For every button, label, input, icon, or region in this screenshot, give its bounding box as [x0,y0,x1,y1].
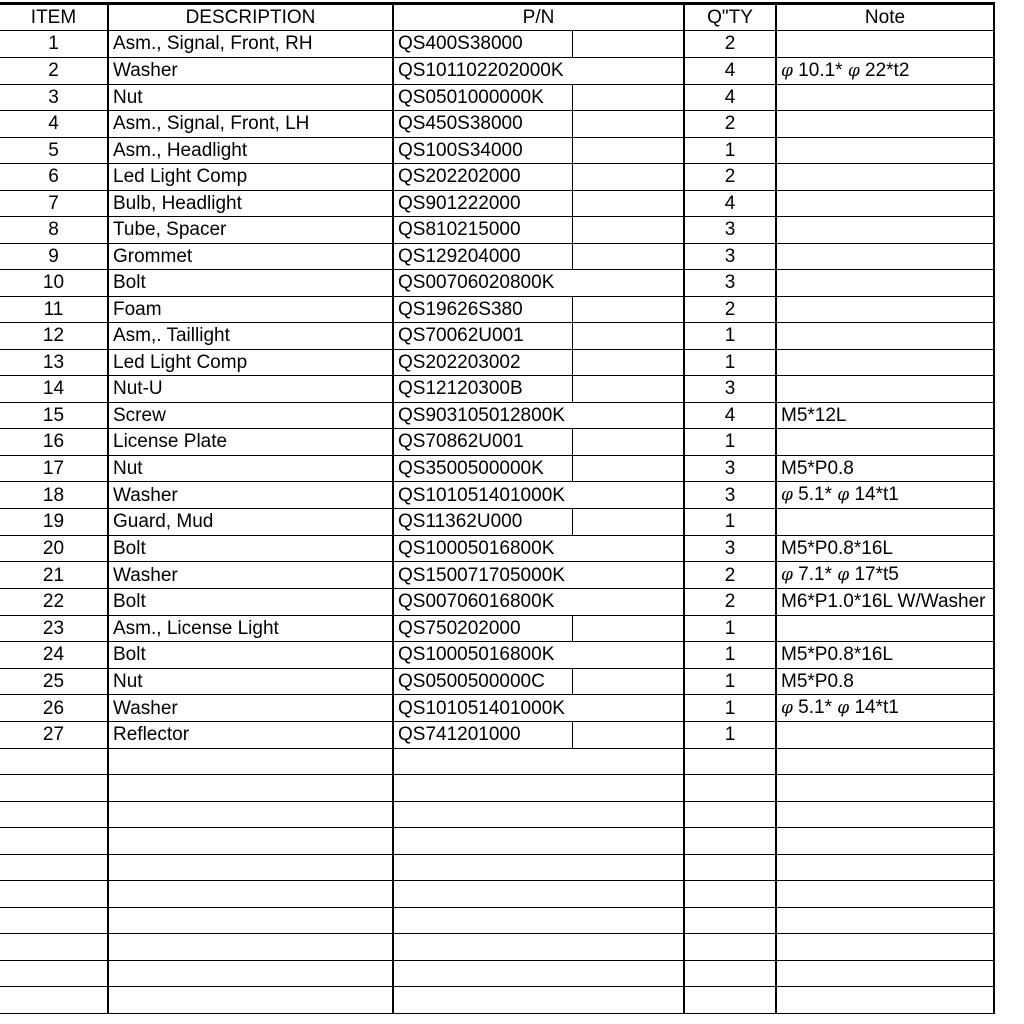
table-row [0,323,994,350]
note-text: φ 5.1* φ 14*t1 [781,697,899,718]
pn-divider-line [572,217,573,243]
part-number-text: QS202203002 [398,351,521,373]
cell-pn [393,589,684,616]
cell-pn [393,164,684,191]
empty-cell [776,828,994,855]
table-row [0,482,994,509]
cell-note [776,535,994,562]
pn-divider-line [572,164,573,190]
cell-pn [393,217,684,244]
empty-cell [108,907,393,934]
cell-pn [393,349,684,376]
empty-cell [393,987,684,1014]
cell-note [776,455,994,482]
column-header-qty: Q"TY [684,4,776,31]
note-text: φ 10.1* φ 22*t2 [781,59,910,81]
cell-item: 11 [0,296,108,323]
pn-divider-line [572,509,573,535]
empty-cell [776,907,994,934]
pn-divider-line [572,85,573,111]
pn-divider-line [572,31,573,57]
part-number-text: QS101051401000K [398,697,565,719]
empty-table-row [0,854,994,881]
cell-description: Washer [108,562,393,589]
part-number-text: QS10005016800K [398,644,555,666]
cell-pn [393,535,684,562]
cell-item: 20 [0,535,108,562]
part-number-text: QS0501000000K [398,86,544,108]
cell-qty: 4 [684,57,776,84]
part-number-text: QS750202000 [398,617,521,639]
part-number-text: QS100S34000 [398,139,523,161]
cell-pn [393,31,684,58]
note-text: M6*P1.0*16L W/Washer [781,591,986,613]
cell-item: 25 [0,668,108,695]
cell-qty: 3 [684,535,776,562]
table-row [0,615,994,642]
pn-divider-line [572,616,573,642]
cell-qty: 1 [684,509,776,536]
cell-pn [393,509,684,536]
empty-cell [108,801,393,828]
empty-cell [0,828,108,855]
cell-item: 7 [0,190,108,217]
cell-qty: 3 [684,217,776,244]
empty-cell [393,881,684,908]
empty-cell [684,854,776,881]
cell-pn [393,137,684,164]
part-number-text: QS101102202000K [398,60,564,81]
pn-divider-line [572,456,573,482]
cell-item: 19 [0,509,108,536]
pn-divider-line [572,297,573,323]
cell-qty: 2 [684,589,776,616]
cell-qty: 1 [684,429,776,456]
cell-qty: 4 [684,402,776,429]
empty-table-row [0,775,994,802]
cell-note [776,57,994,84]
cell-qty: 1 [684,695,776,722]
cell-description: Asm,. Taillight [108,323,393,350]
table-row [0,402,994,429]
cell-description: Guard, Mud [108,509,393,536]
cell-description: Asm., Signal, Front, RH [108,31,393,58]
cell-item: 23 [0,615,108,642]
cell-note [776,31,994,58]
cell-qty: 1 [684,137,776,164]
pn-divider-line [572,244,573,270]
cell-item: 8 [0,217,108,244]
empty-cell [776,775,994,802]
cell-item: 13 [0,349,108,376]
table-row [0,31,994,58]
cell-item: 14 [0,376,108,403]
cell-qty: 1 [684,349,776,376]
cell-pn [393,615,684,642]
cell-pn [393,722,684,749]
cell-description: License Plate [108,429,393,456]
cell-pn [393,455,684,482]
cell-item: 22 [0,589,108,616]
table-row [0,217,994,244]
cell-qty: 3 [684,376,776,403]
cell-description: Washer [108,695,393,722]
empty-cell [0,987,108,1014]
cell-pn [393,562,684,589]
cell-note [776,243,994,270]
empty-cell [393,934,684,961]
header-row [0,4,994,31]
cell-pn [393,668,684,695]
cell-qty: 4 [684,190,776,217]
cell-note [776,190,994,217]
cell-description: Asm., Headlight [108,137,393,164]
cell-item: 16 [0,429,108,456]
cell-item: 17 [0,455,108,482]
cell-pn [393,270,684,297]
cell-description: Bolt [108,642,393,669]
empty-cell [776,987,994,1014]
empty-cell [393,960,684,987]
empty-table-row [0,828,994,855]
cell-qty: 2 [684,562,776,589]
cell-description: Foam [108,296,393,323]
part-number-text: QS400S38000 [398,33,523,55]
empty-cell [684,748,776,775]
part-number-text: QS450S38000 [398,113,523,135]
part-number-text: QS810215000 [398,219,521,241]
part-number-text: QS0500500000C [398,670,545,692]
cell-qty: 1 [684,722,776,749]
cell-note [776,376,994,403]
part-number-text: QS903105012800K [398,404,565,426]
column-header-item: ITEM [0,4,108,31]
empty-cell [393,828,684,855]
empty-cell [108,775,393,802]
empty-cell [684,775,776,802]
empty-cell [0,960,108,987]
table-row [0,349,994,376]
cell-description: Asm., License Light [108,615,393,642]
parts-list-table [0,2,995,1014]
part-number-text: QS202202000 [398,166,521,188]
part-number-text: QS150071705000K [398,564,565,586]
table-row [0,243,994,270]
cell-note [776,296,994,323]
cell-note [776,217,994,244]
empty-cell [393,775,684,802]
cell-description: Nut-U [108,376,393,403]
cell-description: Bolt [108,535,393,562]
cell-pn [393,84,684,111]
column-header-pn: P/N [393,4,684,31]
cell-pn [393,482,684,509]
pn-divider-line [572,350,573,376]
cell-pn [393,402,684,429]
empty-cell [108,960,393,987]
table-row [0,57,994,84]
cell-description: Nut [108,455,393,482]
empty-cell [0,934,108,961]
empty-table-row [0,960,994,987]
empty-cell [684,801,776,828]
cell-description: Bulb, Headlight [108,190,393,217]
empty-cell [776,934,994,961]
note-text: M5*P0.8 [781,457,854,479]
cell-note [776,615,994,642]
cell-pn [393,296,684,323]
cell-qty: 2 [684,296,776,323]
note-text: φ 7.1* φ 17*t5 [781,564,899,585]
cell-qty: 2 [684,31,776,58]
empty-table-row [0,907,994,934]
part-number-text: QS00706016800K [398,591,555,613]
table-row [0,695,994,722]
cell-pn [393,190,684,217]
cell-qty: 1 [684,323,776,350]
note-text: φ 5.1* φ 14*t1 [781,484,899,505]
empty-cell [0,775,108,802]
empty-cell [684,881,776,908]
part-number-text: QS70862U001 [398,431,524,453]
cell-item: 6 [0,164,108,191]
cell-description: Grommet [108,243,393,270]
note-text: M5*P0.8*16L [781,644,893,666]
cell-item: 15 [0,402,108,429]
cell-description: Nut [108,84,393,111]
table-row [0,164,994,191]
empty-table-row [0,801,994,828]
empty-cell [776,960,994,987]
cell-item: 3 [0,84,108,111]
table-row [0,589,994,616]
table-row [0,668,994,695]
empty-cell [776,854,994,881]
empty-cell [0,801,108,828]
empty-cell [776,748,994,775]
cell-note [776,668,994,695]
cell-item: 27 [0,722,108,749]
empty-cell [776,881,994,908]
cell-item: 9 [0,243,108,270]
table-row [0,376,994,403]
cell-pn [393,57,684,84]
cell-description: Bolt [108,589,393,616]
cell-description: Led Light Comp [108,349,393,376]
empty-cell [108,881,393,908]
cell-item: 24 [0,642,108,669]
cell-qty: 3 [684,455,776,482]
table-row [0,296,994,323]
cell-note [776,722,994,749]
pn-divider-line [572,191,573,217]
cell-note [776,562,994,589]
table-row [0,562,994,589]
pn-divider-line [572,669,573,695]
cell-item: 12 [0,323,108,350]
empty-cell [776,801,994,828]
part-number-text: QS70062U001 [398,325,524,347]
table-body [0,31,994,1014]
empty-cell [684,907,776,934]
cell-note [776,509,994,536]
empty-cell [0,907,108,934]
cell-qty: 3 [684,243,776,270]
cell-qty: 1 [684,642,776,669]
cell-note [776,642,994,669]
note-text: M5*12L [781,404,847,426]
cell-note [776,402,994,429]
part-number-text: QS101051401000K [398,484,565,506]
pn-divider-line [572,722,573,748]
table-row [0,535,994,562]
cell-item: 4 [0,111,108,138]
cell-pn [393,642,684,669]
cell-item: 26 [0,695,108,722]
table-row [0,455,994,482]
empty-cell [393,854,684,881]
empty-cell [393,801,684,828]
table-row [0,190,994,217]
empty-table-row [0,934,994,961]
cell-item: 2 [0,57,108,84]
cell-description: Tube, Spacer [108,217,393,244]
empty-cell [108,934,393,961]
cell-pn [393,323,684,350]
pn-divider-line [572,376,573,402]
cell-qty: 4 [684,84,776,111]
empty-table-row [0,748,994,775]
empty-cell [684,987,776,1014]
empty-cell [108,828,393,855]
cell-note [776,695,994,722]
cell-description: Reflector [108,722,393,749]
cell-item: 1 [0,31,108,58]
cell-qty: 1 [684,668,776,695]
cell-item: 18 [0,482,108,509]
part-number-text: QS3500500000K [398,457,544,479]
note-text: M5*P0.8 [781,670,854,692]
table-row [0,429,994,456]
cell-note [776,429,994,456]
cell-description: Asm., Signal, Front, LH [108,111,393,138]
cell-note [776,164,994,191]
cell-note [776,270,994,297]
pn-divider-line [572,138,573,164]
empty-cell [393,907,684,934]
empty-cell [393,748,684,775]
empty-table-row [0,881,994,908]
empty-cell [108,748,393,775]
table-row [0,84,994,111]
table-row [0,137,994,164]
table-row [0,722,994,749]
cell-qty: 2 [684,111,776,138]
table-row [0,642,994,669]
cell-note [776,589,994,616]
pn-divider-line [572,323,573,349]
cell-pn [393,111,684,138]
empty-cell [108,854,393,881]
column-header-note: Note [776,4,994,31]
part-number-text: QS00706020800K [398,272,555,294]
cell-description: Led Light Comp [108,164,393,191]
part-number-text: QS741201000 [398,724,521,746]
cell-item: 21 [0,562,108,589]
cell-note [776,84,994,111]
empty-cell [0,748,108,775]
part-number-text: QS19626S380 [398,298,523,320]
table-row [0,270,994,297]
cell-description: Washer [108,57,393,84]
empty-cell [0,854,108,881]
part-number-text: QS10005016800K [398,537,555,559]
part-number-text: QS12120300B [398,378,523,400]
part-number-text: QS11362U000 [398,511,523,533]
cell-pn [393,243,684,270]
cell-pn [393,695,684,722]
cell-pn [393,429,684,456]
cell-description: Bolt [108,270,393,297]
part-number-text: QS901222000 [398,192,521,214]
pn-divider-line [572,111,573,137]
empty-cell [0,881,108,908]
cell-description: Washer [108,482,393,509]
empty-cell [108,987,393,1014]
cell-note [776,111,994,138]
empty-cell [684,960,776,987]
cell-qty: 2 [684,164,776,191]
empty-table-row [0,987,994,1014]
note-text: M5*P0.8*16L [781,537,893,559]
cell-description: Screw [108,402,393,429]
empty-cell [684,934,776,961]
cell-qty: 1 [684,615,776,642]
cell-qty: 3 [684,270,776,297]
column-header-description: DESCRIPTION [108,4,393,31]
cell-note [776,137,994,164]
cell-note [776,482,994,509]
part-number-text: QS129204000 [398,245,521,267]
cell-description: Nut [108,668,393,695]
cell-pn [393,376,684,403]
pn-divider-line [572,429,573,455]
empty-cell [684,828,776,855]
table-row [0,111,994,138]
cell-note [776,323,994,350]
cell-note [776,349,994,376]
cell-item: 10 [0,270,108,297]
table-row [0,509,994,536]
cell-qty: 3 [684,482,776,509]
cell-item: 5 [0,137,108,164]
